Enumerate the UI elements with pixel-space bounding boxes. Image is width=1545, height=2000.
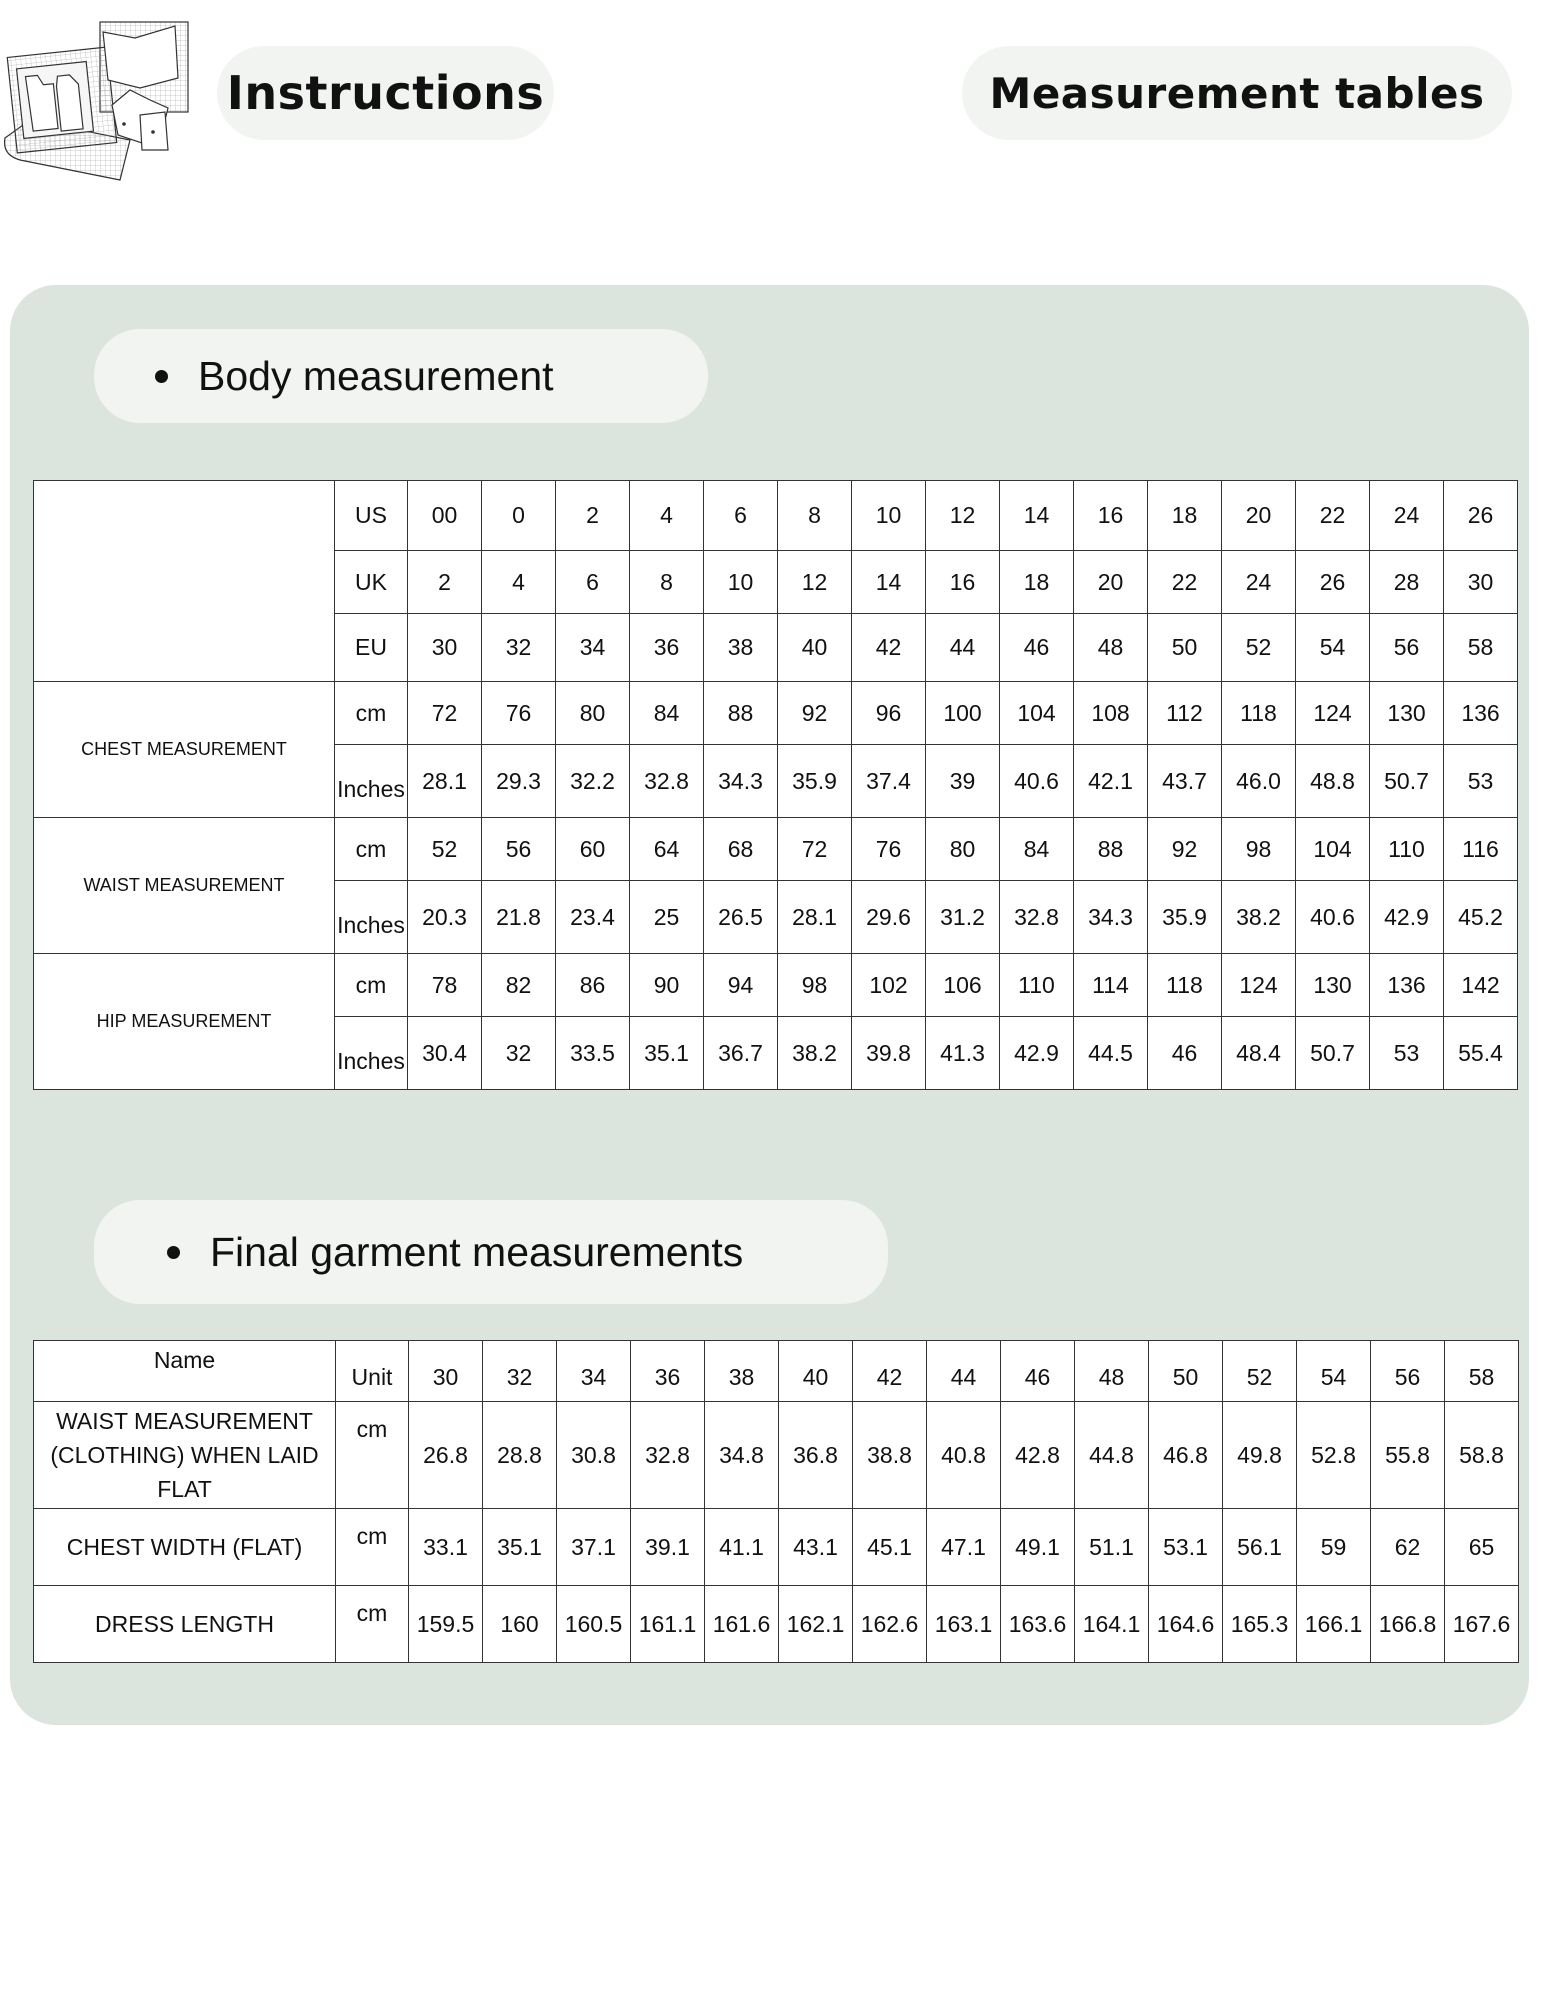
size-value: 16 [1074, 481, 1148, 551]
garment-value: 30.8 [557, 1402, 631, 1509]
blank-header-cell [34, 481, 335, 682]
garment-value: 39.1 [631, 1509, 705, 1586]
instructions-tab[interactable]: Instructions [217, 46, 554, 140]
size-system-label: US [335, 481, 408, 551]
size-value: 16 [926, 551, 1000, 614]
measurement-value: 23.4 [556, 881, 630, 954]
unit-label: cm [335, 818, 408, 881]
garment-value: 36.8 [779, 1402, 853, 1509]
measurement-value: 21.8 [482, 881, 556, 954]
size-value: 52 [1222, 614, 1296, 682]
unit-header: Unit [336, 1341, 409, 1402]
measurement-value: 130 [1370, 682, 1444, 745]
size-value: 20 [1222, 481, 1296, 551]
size-value: 2 [556, 481, 630, 551]
size-header: 38 [705, 1341, 779, 1402]
garment-value: 160 [483, 1586, 557, 1663]
measurement-value: 36.7 [704, 1017, 778, 1090]
garment-value: 55.8 [1371, 1402, 1445, 1509]
measurement-value: 80 [556, 682, 630, 745]
garment-row [34, 1586, 1519, 1663]
garment-value: 49.8 [1223, 1402, 1297, 1509]
size-value: 6 [556, 551, 630, 614]
measurement-value: 48.4 [1222, 1017, 1296, 1090]
unit-label: cm [336, 1586, 409, 1663]
final-garment-heading [94, 1200, 888, 1304]
measurement-value: 96 [852, 682, 926, 745]
measurement-value: 56 [482, 818, 556, 881]
measurement-value: 118 [1222, 682, 1296, 745]
measurement-value: 76 [482, 682, 556, 745]
size-value: 6 [704, 481, 778, 551]
unit-label: Inches [335, 881, 408, 954]
size-value: 10 [852, 481, 926, 551]
garment-value: 38.8 [853, 1402, 927, 1509]
measurement-value: 40.6 [1296, 881, 1370, 954]
measurement-value: 35.1 [630, 1017, 704, 1090]
size-header: 42 [853, 1341, 927, 1402]
garment-value: 62 [1371, 1509, 1445, 1586]
garment-value: 52.8 [1297, 1402, 1371, 1509]
measurement-value: 92 [778, 682, 852, 745]
garment-value: 59 [1297, 1509, 1371, 1586]
measurement-value: 25 [630, 881, 704, 954]
final-garment-title: Final garment measurements [210, 1228, 744, 1275]
measurement-value: 29.3 [482, 745, 556, 818]
size-value: 18 [1000, 551, 1074, 614]
measurement-value: 28.1 [408, 745, 482, 818]
measurement-value: 94 [704, 954, 778, 1017]
size-value: 8 [778, 481, 852, 551]
garment-value: 49.1 [1001, 1509, 1075, 1586]
size-value: 58 [1444, 614, 1518, 682]
size-value: 56 [1370, 614, 1444, 682]
measurement-value: 32 [482, 1017, 556, 1090]
size-header: 34 [557, 1341, 631, 1402]
size-value: 20 [1074, 551, 1148, 614]
size-header: 48 [1075, 1341, 1149, 1402]
measurement-value: 53 [1444, 745, 1518, 818]
garment-value: 164.6 [1149, 1586, 1223, 1663]
garment-value: 45.1 [853, 1509, 927, 1586]
measurement-group-label: HIP MEASUREMENT [34, 954, 335, 1090]
size-value: 22 [1296, 481, 1370, 551]
garment-value: 161.6 [705, 1586, 779, 1663]
size-header: 56 [1371, 1341, 1445, 1402]
size-value: 40 [778, 614, 852, 682]
garment-measurement-table [33, 1340, 1519, 1663]
garment-value: 43.1 [779, 1509, 853, 1586]
measurement-value: 41.3 [926, 1017, 1000, 1090]
size-value: 24 [1222, 551, 1296, 614]
measurement-value: 72 [408, 682, 482, 745]
size-value: 22 [1148, 551, 1222, 614]
size-header: 46 [1001, 1341, 1075, 1402]
measurement-row [34, 818, 1518, 881]
garment-value: 58.8 [1445, 1402, 1519, 1509]
measurement-value: 46.0 [1222, 745, 1296, 818]
garment-value: 56.1 [1223, 1509, 1297, 1586]
measurement-panel [10, 285, 1529, 1725]
garment-value: 163.6 [1001, 1586, 1075, 1663]
measurement-row [34, 954, 1518, 1017]
garment-value: 47.1 [927, 1509, 1001, 1586]
measurement-value: 60 [556, 818, 630, 881]
measurement-value: 98 [1222, 818, 1296, 881]
measurement-value: 92 [1148, 818, 1222, 881]
size-value: 2 [408, 551, 482, 614]
size-value: 4 [482, 551, 556, 614]
measurement-value: 37.4 [852, 745, 926, 818]
size-value: 32 [482, 614, 556, 682]
measurement-value: 142 [1444, 954, 1518, 1017]
garment-measurement-name: DRESS LENGTH [34, 1586, 336, 1663]
garment-value: 32.8 [631, 1402, 705, 1509]
garment-value: 164.1 [1075, 1586, 1149, 1663]
measurement-value: 34.3 [1074, 881, 1148, 954]
bullet-icon [167, 1246, 180, 1259]
size-header: 32 [483, 1341, 557, 1402]
garment-value: 41.1 [705, 1509, 779, 1586]
size-value: 4 [630, 481, 704, 551]
measurement-value: 20.3 [408, 881, 482, 954]
measurement-value: 110 [1000, 954, 1074, 1017]
measurement-value: 84 [630, 682, 704, 745]
garment-value: 28.8 [483, 1402, 557, 1509]
measurement-value: 45.2 [1444, 881, 1518, 954]
measurement-value: 31.2 [926, 881, 1000, 954]
name-header: Name [34, 1341, 336, 1402]
garment-value: 26.8 [409, 1402, 483, 1509]
measurement-value: 53 [1370, 1017, 1444, 1090]
measurement-value: 84 [1000, 818, 1074, 881]
unit-label: cm [336, 1402, 409, 1509]
measurement-value: 46 [1148, 1017, 1222, 1090]
measurement-value: 50.7 [1296, 1017, 1370, 1090]
measurement-value: 68 [704, 818, 778, 881]
size-value: 18 [1148, 481, 1222, 551]
size-header: 44 [927, 1341, 1001, 1402]
measurement-value: 40.6 [1000, 745, 1074, 818]
body-measurement-table [33, 480, 1518, 1090]
size-value: 12 [926, 481, 1000, 551]
measurement-value: 33.5 [556, 1017, 630, 1090]
size-value: 8 [630, 551, 704, 614]
garment-value: 159.5 [409, 1586, 483, 1663]
measurement-value: 35.9 [778, 745, 852, 818]
garment-value: 33.1 [409, 1509, 483, 1586]
measurement-value: 38.2 [1222, 881, 1296, 954]
size-value: 42 [852, 614, 926, 682]
measurement-value: 26.5 [704, 881, 778, 954]
measurement-value: 64 [630, 818, 704, 881]
measurement-value: 55.4 [1444, 1017, 1518, 1090]
garment-measurement-name: WAIST MEASUREMENT (CLOTHING) WHEN LAID FLAT [34, 1402, 336, 1509]
garment-value: 160.5 [557, 1586, 631, 1663]
size-header: 40 [779, 1341, 853, 1402]
measurement-value: 112 [1148, 682, 1222, 745]
measurement-group-label: WAIST MEASUREMENT [34, 818, 335, 954]
garment-value: 42.8 [1001, 1402, 1075, 1509]
measurement-value: 116 [1444, 818, 1518, 881]
garment-header-row [34, 1341, 1519, 1402]
size-value: 24 [1370, 481, 1444, 551]
unit-label: Inches [335, 1017, 408, 1090]
body-measurement-title: Body measurement [198, 352, 554, 399]
measurement-value: 52 [408, 818, 482, 881]
size-value: 14 [1000, 481, 1074, 551]
measurement-value: 42.9 [1370, 881, 1444, 954]
measurement-value: 32.2 [556, 745, 630, 818]
measurement-value: 98 [778, 954, 852, 1017]
size-value: 12 [778, 551, 852, 614]
size-header: 54 [1297, 1341, 1371, 1402]
garment-value: 166.1 [1297, 1586, 1371, 1663]
measurement-value: 50.7 [1370, 745, 1444, 818]
size-value: 38 [704, 614, 778, 682]
measurement-value: 30.4 [408, 1017, 482, 1090]
measurement-value: 29.6 [852, 881, 926, 954]
unit-label: Inches [335, 745, 408, 818]
measurement-value: 118 [1148, 954, 1222, 1017]
size-value: 34 [556, 614, 630, 682]
garment-row [34, 1402, 1519, 1509]
measurement-value: 124 [1222, 954, 1296, 1017]
size-value: 14 [852, 551, 926, 614]
measurement-group-label: CHEST MEASUREMENT [34, 682, 335, 818]
garment-value: 162.1 [779, 1586, 853, 1663]
measurement-value: 43.7 [1148, 745, 1222, 818]
measurement-value: 136 [1370, 954, 1444, 1017]
measurement-value: 114 [1074, 954, 1148, 1017]
size-header: 36 [631, 1341, 705, 1402]
measurement-value: 90 [630, 954, 704, 1017]
size-value: 0 [482, 481, 556, 551]
size-value: 44 [926, 614, 1000, 682]
measurement-value: 108 [1074, 682, 1148, 745]
size-value: 36 [630, 614, 704, 682]
measurement-value: 39.8 [852, 1017, 926, 1090]
measurement-value: 104 [1000, 682, 1074, 745]
garment-value: 34.8 [705, 1402, 779, 1509]
measurement-value: 39 [926, 745, 1000, 818]
size-value: 26 [1444, 481, 1518, 551]
measurement-value: 32.8 [1000, 881, 1074, 954]
size-header: 58 [1445, 1341, 1519, 1402]
measurement-value: 78 [408, 954, 482, 1017]
measurement-value: 44.5 [1074, 1017, 1148, 1090]
garment-value: 40.8 [927, 1402, 1001, 1509]
size-system-label: UK [335, 551, 408, 614]
size-value: 30 [408, 614, 482, 682]
measurement-value: 130 [1296, 954, 1370, 1017]
size-value: 46 [1000, 614, 1074, 682]
garment-value: 51.1 [1075, 1509, 1149, 1586]
measurement-value: 28.1 [778, 881, 852, 954]
garment-value: 163.1 [927, 1586, 1001, 1663]
size-value: 26 [1296, 551, 1370, 614]
measurement-value: 32.8 [630, 745, 704, 818]
size-header: 30 [409, 1341, 483, 1402]
measurement-value: 88 [704, 682, 778, 745]
measurement-value: 38.2 [778, 1017, 852, 1090]
garment-value: 167.6 [1445, 1586, 1519, 1663]
measurement-value: 100 [926, 682, 1000, 745]
measurement-value: 106 [926, 954, 1000, 1017]
garment-value: 165.3 [1223, 1586, 1297, 1663]
size-value: 00 [408, 481, 482, 551]
sewing-pattern-logo [0, 20, 192, 182]
size-row [34, 481, 1518, 551]
size-value: 50 [1148, 614, 1222, 682]
garment-value: 46.8 [1149, 1402, 1223, 1509]
unit-label: cm [335, 682, 408, 745]
measurement-value: 80 [926, 818, 1000, 881]
measurement-value: 76 [852, 818, 926, 881]
measurement-value: 48.8 [1296, 745, 1370, 818]
garment-measurement-name: CHEST WIDTH (FLAT) [34, 1509, 336, 1586]
size-value: 48 [1074, 614, 1148, 682]
measurement-value: 34.3 [704, 745, 778, 818]
measurement-tables-tab[interactable]: Measurement tables [962, 46, 1512, 140]
size-value: 10 [704, 551, 778, 614]
measurement-value: 35.9 [1148, 881, 1222, 954]
garment-value: 35.1 [483, 1509, 557, 1586]
garment-row [34, 1509, 1519, 1586]
unit-label: cm [336, 1509, 409, 1586]
size-header: 52 [1223, 1341, 1297, 1402]
garment-value: 53.1 [1149, 1509, 1223, 1586]
measurement-value: 82 [482, 954, 556, 1017]
garment-value: 44.8 [1075, 1402, 1149, 1509]
measurement-row [34, 682, 1518, 745]
garment-value: 161.1 [631, 1586, 705, 1663]
size-value: 28 [1370, 551, 1444, 614]
measurement-value: 136 [1444, 682, 1518, 745]
measurement-value: 86 [556, 954, 630, 1017]
garment-value: 162.6 [853, 1586, 927, 1663]
garment-value: 37.1 [557, 1509, 631, 1586]
measurement-value: 110 [1370, 818, 1444, 881]
size-header: 50 [1149, 1341, 1223, 1402]
measurement-value: 104 [1296, 818, 1370, 881]
measurement-value: 88 [1074, 818, 1148, 881]
size-value: 30 [1444, 551, 1518, 614]
bullet-icon [155, 370, 168, 383]
unit-label: cm [335, 954, 408, 1017]
size-value: 54 [1296, 614, 1370, 682]
measurement-value: 42.1 [1074, 745, 1148, 818]
garment-value: 65 [1445, 1509, 1519, 1586]
measurement-value: 102 [852, 954, 926, 1017]
garment-value: 166.8 [1371, 1586, 1445, 1663]
size-system-label: EU [335, 614, 408, 682]
measurement-value: 124 [1296, 682, 1370, 745]
measurement-value: 42.9 [1000, 1017, 1074, 1090]
body-measurement-heading [94, 329, 708, 423]
measurement-value: 72 [778, 818, 852, 881]
